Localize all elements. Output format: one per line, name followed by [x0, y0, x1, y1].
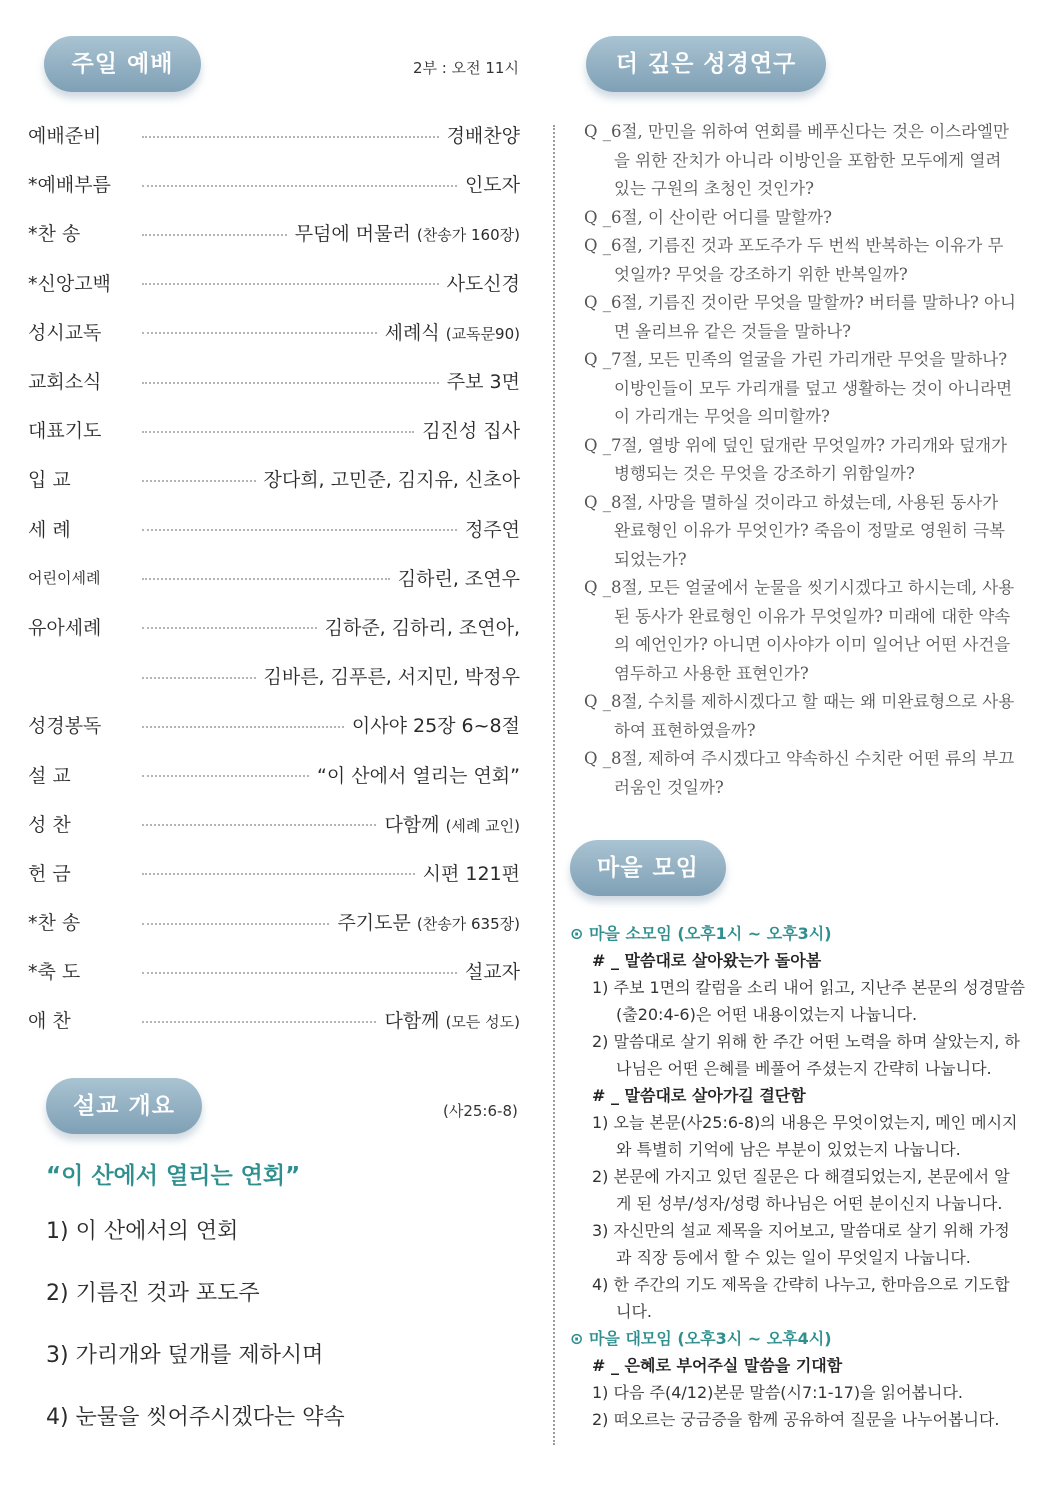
order-value: 세례식 (교독문90) [384, 321, 520, 344]
order-label: 입 교 [28, 469, 71, 492]
worship-order-row [28, 356, 520, 405]
order-label: *신앙고백 [28, 272, 111, 295]
order-label: 대표기도 [28, 420, 102, 443]
order-label: 교회소식 [28, 371, 102, 394]
order-value: 이사야 25장 6~8절 [351, 715, 520, 738]
dot-leader [142, 972, 457, 974]
village-section-title: 마을 모임 [570, 840, 726, 896]
dot-leader [142, 578, 390, 580]
order-label: 어린이세례 [28, 568, 101, 587]
study-question: Q _7절, 모든 민족의 얼굴을 가린 가리개란 무엇을 말하나? 이방인들이 모두 가리개를 덮고 생활하는 것이 아니라면 이 가리개는 무엇을 의미할까? [584, 350, 1013, 426]
column-divider [553, 125, 555, 1445]
worship-order-row [28, 405, 520, 454]
sermon-point: 2) 기름진 것과 포도주 [46, 1281, 260, 1306]
worship-time: 2부 : 오전 11시 [413, 59, 519, 77]
study-question: Q _6절, 이 산이란 어디를 말할까? [584, 207, 832, 227]
dot-leader [142, 873, 415, 875]
dot-leader [142, 382, 439, 384]
dot-leader [142, 775, 309, 777]
order-value: 설교자 [464, 961, 520, 984]
dot-leader [142, 627, 317, 629]
worship-order-row [28, 307, 520, 356]
order-value: 주기도문 (찬송가 635장) [337, 912, 520, 935]
dot-leader [142, 529, 457, 531]
dot-leader [142, 136, 439, 138]
sermon-section-title: 설교 개요 [46, 1078, 202, 1134]
dot-leader [142, 1021, 376, 1023]
worship-order-list [28, 110, 520, 1045]
study-question: Q _6절, 만민을 위하여 연회를 베푸신다는 것은 이스라엘만을 위한 잔치가 아니라 이방인을 포함한 모두에게 열려있는 구원의 초청인 것인가? [584, 122, 1009, 198]
order-label: 성경봉독 [28, 715, 102, 738]
small-group-heading: ⊙ 마을 소모임 (오후1시 ~ 오후3시) [570, 924, 832, 943]
meeting-item: 2) 본문에 가지고 있던 질문은 다 해결되었는지, 본문에서 알게 된 성부/성자/성령 하나님은 어떤 분이신지 나눕니다. [592, 1167, 1010, 1213]
worship-order-row [28, 258, 520, 307]
worship-order-row [28, 897, 520, 946]
worship-order-row [28, 995, 520, 1044]
worship-order-row [28, 159, 520, 208]
order-value: 김하준, 김하리, 조연아, [324, 616, 520, 639]
study-question: Q _6절, 기름진 것과 포도주가 두 번씩 반복하는 이유가 무엇일까? 무엇을 강조하기 위한 반복일까? [584, 236, 1004, 284]
order-value: 시편 121편 [422, 862, 520, 885]
dot-leader [142, 332, 377, 334]
dot-leader [142, 480, 256, 482]
village-meeting [570, 920, 1025, 1433]
dot-leader [142, 234, 287, 236]
order-value: 인도자 [464, 174, 520, 197]
study-question: Q _8절, 사망을 멸하실 것이라고 하셨는데, 사용된 동사가 완료형인 이유가 무엇인가? 죽음이 정말로 영원히 극복되었는가? [584, 492, 1005, 569]
study-question: Q _7절, 열방 위에 덮인 덮개란 무엇일까? 가리개와 덮개가 병행되는 것은 무엇을 강조하기 위함일까? [584, 435, 1008, 483]
sermon-points [46, 1212, 345, 1460]
order-label: 세 례 [28, 518, 71, 541]
meeting-item: 4) 한 주간의 기도 제목을 간략히 나누고, 한마음으로 기도합니다. [592, 1275, 1010, 1321]
order-value: 김바른, 김푸른, 서지민, 박정우 [263, 666, 520, 689]
sermon-reference: (사25:6-8) [443, 1102, 518, 1120]
dot-leader [142, 185, 457, 187]
study-questions [584, 118, 1016, 802]
worship-order-row [28, 553, 520, 602]
worship-order-row [28, 454, 520, 503]
worship-order-row [28, 504, 520, 553]
order-value: 다함께 (세례 교인) [384, 813, 520, 836]
meeting-item: 1) 오늘 본문(사25:6-8)의 내용은 무엇이었는지, 메인 메시지와 특별히 기억에 남은 부분이 있었는지 나눕니다. [592, 1113, 1018, 1159]
worship-order-row [28, 946, 520, 995]
worship-order-row [28, 848, 520, 897]
sermon-point: 1) 이 산에서의 연회 [46, 1219, 239, 1244]
worship-order-row [28, 749, 520, 798]
order-label: 유아세례 [28, 616, 102, 639]
order-label: *찬 송 [28, 223, 81, 246]
sermon-point: 4) 눈물을 씻어주시겠다는 약속 [46, 1405, 345, 1430]
study-question: Q _6절, 기름진 것이란 무엇을 말할까? 버터를 말하나? 아니면 올리브유 같은 것들을 말하나? [584, 293, 1016, 341]
worship-order-row [28, 602, 520, 651]
worship-order-row [28, 110, 520, 159]
dot-leader [142, 923, 329, 925]
order-value: 정주연 [464, 518, 520, 541]
worship-order-row [28, 208, 520, 257]
small-group-subheading: # _ 말씀대로 살아왔는가 돌아봄 [592, 951, 822, 970]
sermon-title: “이 산에서 열리는 연회” [46, 1163, 301, 1189]
order-label: 설 교 [28, 764, 71, 787]
order-value: 김진성 집사 [422, 420, 520, 443]
meeting-item: 3) 자신만의 설교 제목을 지어보고, 말씀대로 살기 위해 가정과 직장 등에서 할 수 있는 일이 무엇일지 나눕니다. [592, 1221, 1010, 1267]
order-value: 사도신경 [446, 272, 520, 295]
worship-order-row [28, 651, 520, 700]
small-group-subheading: # _ 말씀대로 살아가길 결단함 [592, 1086, 806, 1105]
order-value: 다함께 (모든 성도) [384, 1010, 520, 1033]
study-question: Q _8절, 수치를 제하시겠다고 할 때는 왜 미완료형으로 사용하여 표현하였을까? [584, 692, 1015, 740]
order-label: 예배준비 [28, 125, 102, 148]
order-label: *축 도 [28, 961, 81, 984]
dot-leader [142, 283, 439, 285]
order-value: 주보 3면 [446, 371, 520, 394]
large-group-heading: ⊙ 마을 대모임 (오후3시 ~ 오후4시) [570, 1329, 832, 1348]
order-value: “이 산에서 열리는 연회” [317, 764, 520, 787]
dot-leader [142, 726, 344, 728]
order-value: 경배찬양 [446, 125, 520, 148]
large-group-subheading: # _ 은혜로 부어주실 말씀을 기대함 [592, 1356, 843, 1375]
dot-leader [142, 431, 414, 433]
meeting-item: 1) 주보 1면의 칼럼을 소리 내어 읽고, 지난주 본문의 성경말씀(출20:4-6)은 어떤 내용이었는지 나눕니다. [592, 978, 1025, 1024]
order-value: 장다희, 고민준, 김지유, 신초아 [263, 469, 520, 492]
order-label: *찬 송 [28, 912, 81, 935]
meeting-item: 2) 떠오르는 궁금증을 함께 공유하여 질문을 나누어봅니다. [592, 1410, 1000, 1429]
study-section-title: 더 깊은 성경연구 [586, 36, 826, 92]
order-value: 김하린, 조연우 [397, 567, 520, 590]
study-question: Q _8절, 모든 얼굴에서 눈물을 씻기시겠다고 하시는데, 사용된 동사가 완료형인 이유가 무엇일까? 미래에 대한 약속의 예언인가? 아니면 이사야가 이미 일어난 어떤 사건을 염두하고 사용한 표현인가? [584, 578, 1015, 683]
meeting-item: 2) 말씀대로 살기 위해 한 주간 어떤 노력을 하며 살았는지, 하나님은 어떤 은혜를 베풀어 주셨는지 간략히 나눕니다. [592, 1032, 1020, 1078]
order-label: 성 찬 [28, 813, 71, 836]
dot-leader [142, 824, 376, 826]
order-label: 헌 금 [28, 862, 71, 885]
sermon-point: 3) 가리개와 덮개를 제하시며 [46, 1343, 324, 1368]
worship-section-title: 주일 예배 [44, 36, 201, 92]
order-label: 성시교독 [28, 321, 102, 344]
worship-order-row [28, 700, 520, 749]
worship-order-row [28, 799, 520, 848]
order-label: 애 찬 [28, 1010, 71, 1033]
meeting-item: 1) 다음 주(4/12)본문 말씀(시7:1-17)을 읽어봅니다. [592, 1383, 964, 1402]
study-question: Q _8절, 제하여 주시겠다고 약속하신 수치란 어떤 류의 부끄러움인 것일까? [584, 749, 1015, 797]
order-value: 무덤에 머물러 (찬송가 160장) [294, 223, 520, 246]
dot-leader [142, 677, 256, 679]
order-label: *예배부름 [28, 174, 111, 197]
